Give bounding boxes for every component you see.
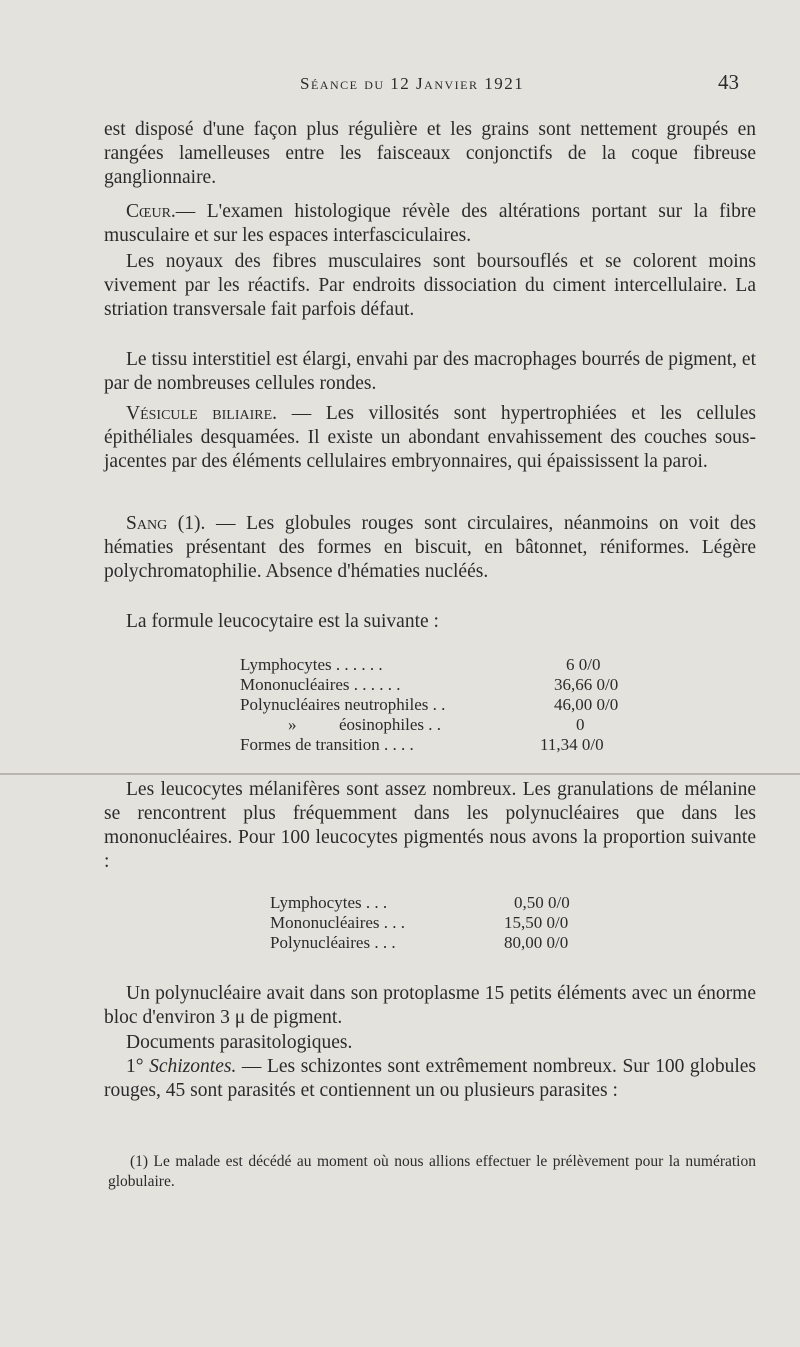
table-row — [240, 675, 660, 695]
table-row — [270, 893, 630, 913]
paragraph-formule: La formule leucocytaire est la suivante : — [126, 611, 439, 632]
table-cell-value: 46,00 0/0 — [554, 695, 619, 714]
paragraph-schizontes-text: — Les schizontes sont extrêmement nombreux. Sur 100 globules rouges, 45 sont parasités et contiennent un ou plusieurs parasites : — [104, 1056, 756, 1101]
paragraph-documents: Documents parasitologiques. — [126, 1032, 353, 1053]
table-cell-label: Polynucléaires neutrophiles . . — [240, 695, 446, 714]
section-lead-vesicule: Vésicule biliaire. — [126, 403, 278, 424]
paragraph-tissu: Le tissu interstitiel est élargi, envahi par des macrophages bourrés de pigment, et par de nombreuses cellules rondes. — [104, 349, 756, 394]
table-cell-label: Polynucléaires . . . — [270, 933, 396, 952]
paragraph-noyaux: Les noyaux des fibres musculaires sont boursouflés et se colorent moins vivement par les réactifs. Par endroits dissociation du ciment intercellulaire. La striation transversale fait parfois défaut. — [104, 251, 756, 320]
table-row — [240, 695, 660, 715]
paragraph-continuation: est disposé d'une façon plus régulière et les grains sont nettement groupés en rangées lamelleuses entre les faisceaux conjonctifs de la coque fibreuse ganglionnaire. — [104, 119, 756, 188]
table-row — [270, 913, 630, 933]
paragraph-coeur — [104, 200, 756, 248]
paragraph-leucocytes: Les leucocytes mélanifères sont assez nombreux. Les granulations de mélanine se rencontrent plus fréquemment dans les polynucléaires que dans les mononucléaires. Pour 100 leucocytes pigmentés nous avons la proportion suivante : — [104, 779, 756, 872]
table-cell-value: 80,00 0/0 — [504, 933, 569, 952]
table-cell-value: 11,34 0/0 — [540, 735, 604, 754]
table-cell-label: Mononucléaires . . . — [270, 913, 406, 932]
table-cell-value: 0,50 0/0 — [514, 893, 570, 912]
paragraph-sang-text: (1). — Les globules rouges sont circulaires, néanmoins on voit des hématies présentant des formes en biscuit, en bâtonnet, réniformes. Légère polychromatophilie. Absence d'hématies nucléés. — [104, 513, 756, 582]
table-row — [270, 933, 630, 953]
table-cell-label: Lymphocytes . . . . . . — [240, 655, 383, 674]
table-row — [240, 735, 660, 755]
paragraph-sang — [104, 512, 756, 584]
paragraph-schizontes — [104, 1055, 756, 1103]
table-row — [240, 715, 660, 735]
page-fold-line — [0, 773, 800, 775]
table-cell-value: 6 0/0 — [566, 655, 601, 674]
table-cell-value: 15,50 0/0 — [504, 913, 569, 932]
table-cell-label: Formes de transition . . . . — [240, 735, 414, 754]
paragraph-vesicule-text: — Les villosités sont hypertrophiées et les cellules épithéliales desquamées. Il existe un abondant envahissement des couches sous-jacentes par des éléments cellulaires embryonnaires, qui épaississent la paroi. — [104, 403, 757, 472]
footnote: (1) Le malade est décédé au moment où nous allions effectuer le prélèvement pour la numération globulaire. — [108, 1153, 756, 1190]
table-cell-label: Mononucléaires . . . . . . — [240, 675, 401, 694]
paragraph-coeur-text: — L'examen histologique révèle des altérations portant sur la fibre musculaire et sur les espaces interfasciculaires. — [104, 201, 756, 246]
table-cell-value: 36,66 0/0 — [554, 675, 619, 694]
running-header — [0, 70, 800, 100]
list-number: 1° — [126, 1056, 144, 1077]
page-number: 43 — [718, 70, 739, 94]
paragraph-polynucleaire-text-b: de pigment. — [245, 1007, 343, 1028]
table-cell-label: Lymphocytes . . . — [270, 893, 388, 912]
table-cell-value: 0 — [576, 715, 585, 734]
section-lead-sang: Sang — [126, 513, 168, 534]
leucocyte-formula-table — [240, 655, 660, 755]
paragraph-vesicule — [104, 402, 756, 474]
table-cell-label: » éosinophiles . . — [288, 715, 441, 734]
section-lead-schizontes: Schizontes. — [149, 1056, 237, 1077]
paragraph-polynucleaire — [104, 982, 756, 1030]
running-title: Séance du 12 Janvier 1921 — [300, 74, 525, 93]
pigmented-leucocyte-table — [270, 893, 630, 953]
section-lead-coeur: Cœur. — [126, 201, 176, 222]
table-row — [240, 655, 660, 675]
paragraph-polynucleaire-text-a: Un polynucléaire avait dans son protoplasme 15 petits éléments avec un énorme bloc d'environ 3 — [104, 983, 756, 1028]
micron-symbol: μ — [234, 1007, 246, 1028]
